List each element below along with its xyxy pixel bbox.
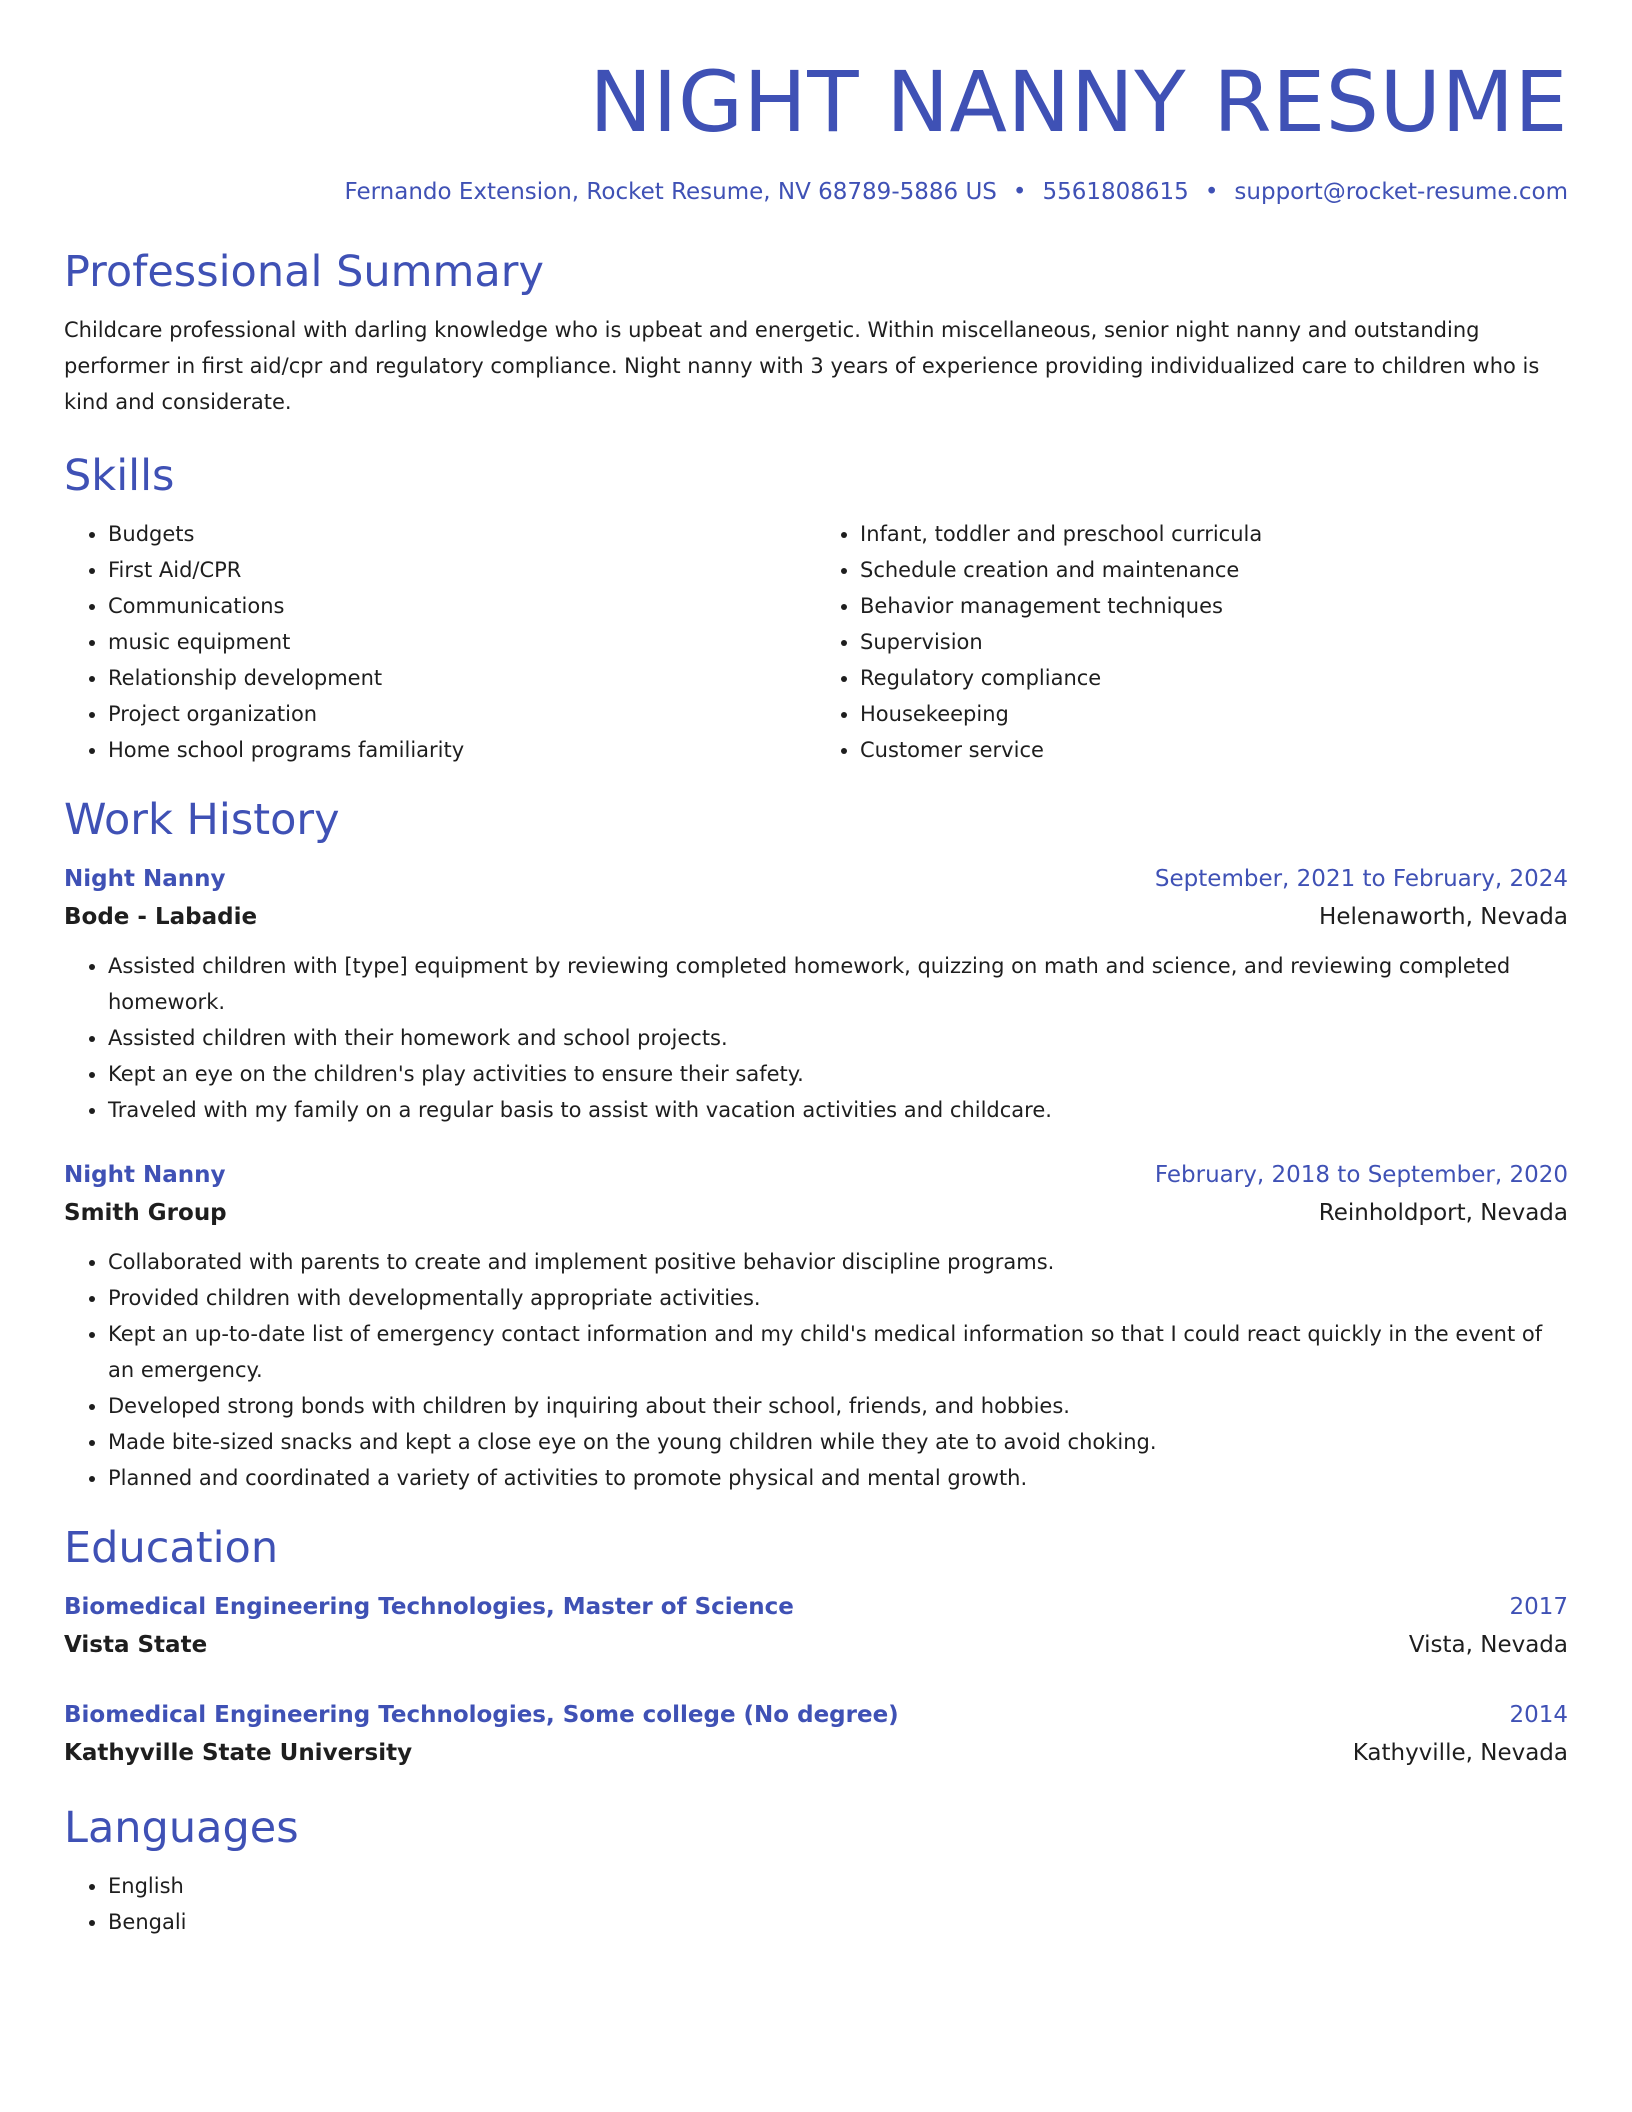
contact-separator: •: [1012, 179, 1027, 205]
skills-columns: [64, 516, 1568, 768]
education-entry: [64, 1588, 1568, 1664]
education-year: 2014: [1509, 1702, 1568, 1728]
education-location: Vista, Nevada: [1408, 1632, 1568, 1658]
skill-item: • Project organization: [108, 696, 816, 732]
skill-item: • Behavior management techniques: [860, 588, 1568, 624]
job-title: Night Nanny: [64, 1162, 226, 1188]
job-bullet: • Planned and coordinated a variety of activities to promote physical and mental growth.: [108, 1460, 1568, 1496]
skills-list-right: [816, 516, 1568, 768]
job-location: Reinholdport, Nevada: [1318, 1200, 1568, 1226]
contact-address: Fernando Extension, Rocket Resume, NV 68789-5886 US: [344, 179, 997, 205]
work-history-heading: Work History: [64, 795, 340, 845]
job-bullet: • Provided children with developmentally appropriate activities.: [108, 1280, 1568, 1316]
job-dates: February, 2018 to September, 2020: [1154, 1162, 1568, 1188]
job-title: Night Nanny: [64, 866, 226, 892]
education-degree: Biomedical Engineering Technologies, Some college (No degree): [64, 1702, 899, 1728]
summary-text: Childcare professional with darling knowledge who is upbeat and energetic. Within miscellaneous, senior night nanny and outstanding performer in first aid/cpr and regulatory compliance. Night nanny with 3 years of experience providing individualized care to children who is kind and considerate.: [64, 318, 1540, 414]
education-entry: [64, 1696, 1568, 1772]
skill-item: • Budgets: [108, 516, 816, 552]
job-employer-row: [64, 898, 1568, 936]
job-bullet: • Made bite-sized snacks and kept a close eye on the young children while they ate to avoid choking.: [108, 1424, 1568, 1460]
skill-item: • Relationship development: [108, 660, 816, 696]
skills-heading: Skills: [64, 451, 175, 501]
summary-heading: Professional Summary: [64, 247, 544, 297]
education-location: Kathyville, Nevada: [1352, 1740, 1568, 1766]
language-item: • English: [108, 1868, 1568, 1904]
job-bullet: • Kept an eye on the children's play activities to ensure their safety.: [108, 1056, 1568, 1092]
job-bullet: • Assisted children with [type] equipment by reviewing completed homework, quizzing on math and science, and reviewing completed homework.: [108, 948, 1568, 1020]
job-bullet: • Assisted children with their homework and school projects.: [108, 1020, 1568, 1056]
contact-phone: 5561808615: [1042, 179, 1189, 205]
education-school: Vista State: [64, 1632, 208, 1658]
education-degree: Biomedical Engineering Technologies, Master of Science: [64, 1594, 794, 1620]
job-entry: [64, 1156, 1568, 1496]
job-dates: September, 2021 to February, 2024: [1154, 866, 1568, 892]
languages-section: [64, 1800, 1568, 1940]
job-header: [64, 860, 1568, 898]
job-bullet: • Traveled with my family on a regular basis to assist with vacation activities and childcare.: [108, 1092, 1568, 1128]
skill-item: • Home school programs familiarity: [108, 732, 816, 768]
skill-item: • Schedule creation and maintenance: [860, 552, 1568, 588]
contact-email: support@rocket-resume.com: [1234, 179, 1568, 205]
language-item: • Bengali: [108, 1904, 1568, 1940]
skill-item: • Customer service: [860, 732, 1568, 768]
education-school-row: [64, 1734, 1568, 1772]
education-section: [64, 1520, 1568, 1772]
job-bullet: • Developed strong bonds with children by inquiring about their school, friends, and hobbies.: [108, 1388, 1568, 1424]
languages-heading: Languages: [64, 1803, 299, 1853]
skill-item: • Communications: [108, 588, 816, 624]
education-year: 2017: [1509, 1594, 1568, 1620]
job-bullet: • Collaborated with parents to create and implement positive behavior discipline programs.: [108, 1244, 1568, 1280]
contact-line: [64, 176, 1568, 208]
job-employer-row: [64, 1194, 1568, 1232]
skill-item: • Regulatory compliance: [860, 660, 1568, 696]
job-entry: [64, 860, 1568, 1128]
skill-item: • Supervision: [860, 624, 1568, 660]
contact-separator: •: [1204, 179, 1219, 205]
skill-item: • First Aid/CPR: [108, 552, 816, 588]
job-employer: Bode - Labadie: [64, 904, 258, 930]
languages-list: [64, 1868, 1568, 1940]
skill-item: • Housekeeping: [860, 696, 1568, 732]
job-header: [64, 1156, 1568, 1194]
education-school-row: [64, 1626, 1568, 1664]
education-header: [64, 1588, 1568, 1626]
education-heading: Education: [64, 1523, 279, 1573]
education-school: Kathyville State University: [64, 1740, 413, 1766]
job-bullets: [64, 1244, 1568, 1496]
skills-list-left: [64, 516, 816, 768]
summary-section: [64, 244, 1568, 420]
skill-item: • Infant, toddler and preschool curricula: [860, 516, 1568, 552]
work-history-section: [64, 792, 1568, 1496]
skill-item: • music equipment: [108, 624, 816, 660]
job-bullets: [64, 948, 1568, 1128]
education-header: [64, 1696, 1568, 1734]
resume-title: NIGHT NANNY RESUME: [589, 53, 1568, 151]
job-bullet: • Kept an up-to-date list of emergency contact information and my child's medical information so that I could react quickly in the event of an emergency.: [108, 1316, 1568, 1388]
job-employer: Smith Group: [64, 1200, 227, 1226]
skills-section: [64, 448, 1568, 768]
job-location: Helenaworth, Nevada: [1319, 904, 1568, 930]
